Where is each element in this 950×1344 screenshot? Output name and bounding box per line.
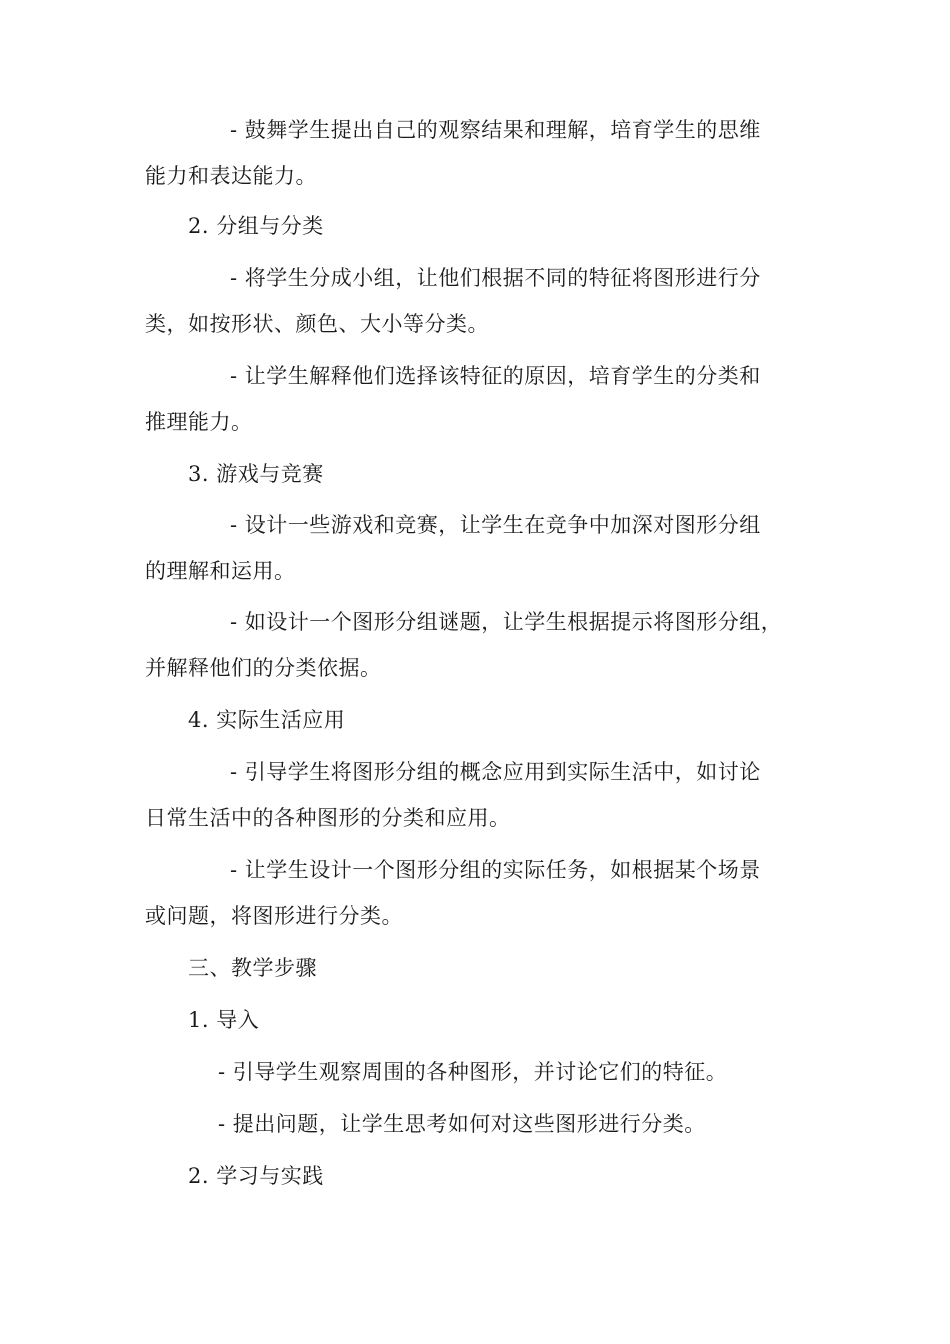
paragraph-line: 推理能力。	[145, 410, 253, 434]
paragraph-line: - 让学生解释他们选择该特征的原因，培育学生的分类和	[230, 364, 761, 388]
paragraph-line: - 鼓舞学生提出自己的观察结果和理解，培育学生的思维	[230, 118, 761, 142]
paragraph-line: - 引导学生观察周围的各种图形，并讨论它们的特征。	[218, 1060, 728, 1084]
section-heading: 1. 导入	[188, 1008, 260, 1032]
paragraph-line: 或问题，将图形进行分类。	[145, 904, 403, 928]
paragraph-line: - 提出问题，让学生思考如何对这些图形进行分类。	[218, 1112, 706, 1136]
paragraph-line: - 引导学生将图形分组的概念应用到实际生活中，如讨论	[230, 760, 761, 784]
chapter-heading: 三、教学步骤	[188, 956, 317, 980]
paragraph-line: 并解释他们的分类依据。	[145, 656, 382, 680]
paragraph-line: - 将学生分成小组，让他们根据不同的特征将图形进行分	[230, 266, 761, 290]
paragraph-line: 的理解和运用。	[145, 559, 296, 583]
paragraph-line: - 让学生设计一个图形分组的实际任务，如根据某个场景	[230, 858, 761, 882]
paragraph-line: 日常生活中的各种图形的分类和应用。	[145, 806, 511, 830]
section-heading: 3. 游戏与竞赛	[188, 462, 324, 486]
paragraph-line: 类，如按形状、颜色、大小等分类。	[145, 312, 489, 336]
section-heading: 2. 学习与实践	[188, 1164, 324, 1188]
section-heading: 4. 实际生活应用	[188, 708, 346, 732]
paragraph-line: - 设计一些游戏和竞赛，让学生在竞争中加深对图形分组	[230, 513, 761, 537]
paragraph-line: - 如设计一个图形分组谜题，让学生根据提示将图形分组，	[230, 610, 783, 634]
section-heading: 2. 分组与分类	[188, 214, 324, 238]
paragraph-line: 能力和表达能力。	[145, 164, 317, 188]
